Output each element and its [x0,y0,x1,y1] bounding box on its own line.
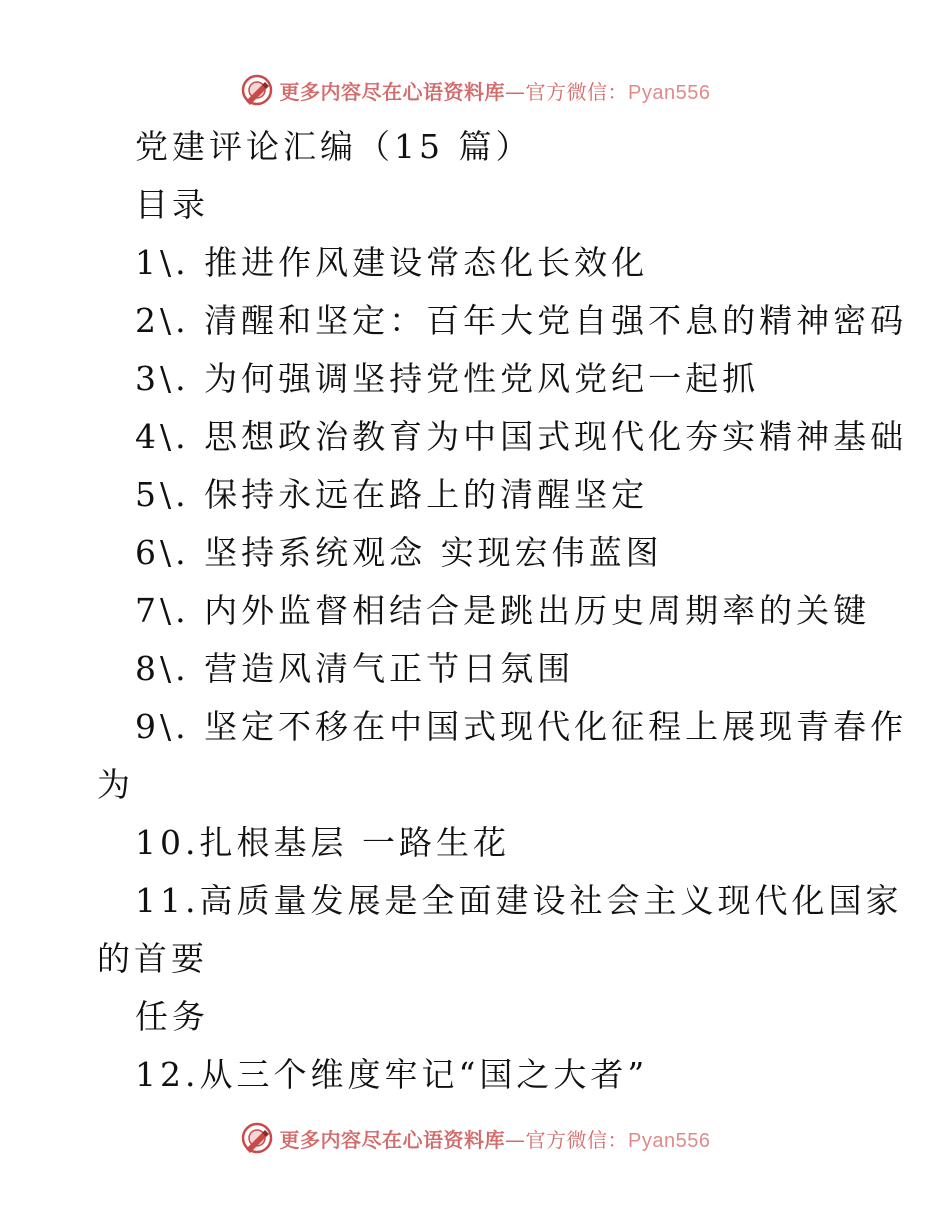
pen-logo-icon [240,73,274,107]
toc-heading: 目录 [135,185,209,224]
banner-wechat-id: Pyan556 [628,81,711,104]
banner-main-text: 更多内容尽在心语资料库 [279,79,506,104]
banner-main-text: 更多内容尽在心语资料库 [279,1127,506,1152]
document-body [97,118,908,1104]
toc-item-9: 9\. 坚定不移在中国式现代化征程上展现青春作 [135,707,908,746]
banner-text [280,76,711,105]
banner-separator: — [505,1127,526,1152]
toc-item-3: 3\. 为何强调坚持党性党风党纪一起抓 [135,359,760,398]
toc-item-5: 5\. 保持永远在路上的清醒坚定 [135,475,649,514]
pen-logo-icon [240,1121,274,1155]
banner-wechat-id: Pyan556 [628,1129,711,1152]
header-watermark-banner [0,70,950,110]
banner-separator: — [505,79,526,104]
toc-item-8: 8\. 营造风清气正节日氛围 [135,649,575,688]
toc-item-6: 6\. 坚持系统观念 实现宏伟蓝图 [135,533,663,572]
toc-item-7: 7\. 内外监督相结合是跳出历史周期率的关键 [135,591,871,630]
toc-item-1: 1\. 推进作风建设常态化长效化 [135,243,649,282]
toc-item-12: 12.从三个维度牢记“国之大者” [135,1055,649,1094]
banner-official-label: 官方微信： [525,1127,629,1152]
toc-item-4: 4\. 思想政治教育为中国式现代化夯实精神基础 [135,417,908,456]
document-title: 党建评论汇编（15 篇） [135,127,533,166]
footer-watermark-banner [0,1118,950,1158]
toc-item-9-continued: 为 [97,765,134,804]
banner-official-label: 官方微信： [525,79,629,104]
toc-item-11-continued: 的首要 [97,939,208,978]
toc-item-10: 10.扎根基层 一路生花 [135,823,510,862]
toc-item-2: 2\. 清醒和坚定：百年大党自强不息的精神密码 [135,301,908,340]
toc-item-11: 11.高质量发展是全面建设社会主义现代化国家 [135,881,903,920]
toc-item-11-continued-2: 任务 [135,997,209,1036]
banner-text [280,1124,711,1153]
